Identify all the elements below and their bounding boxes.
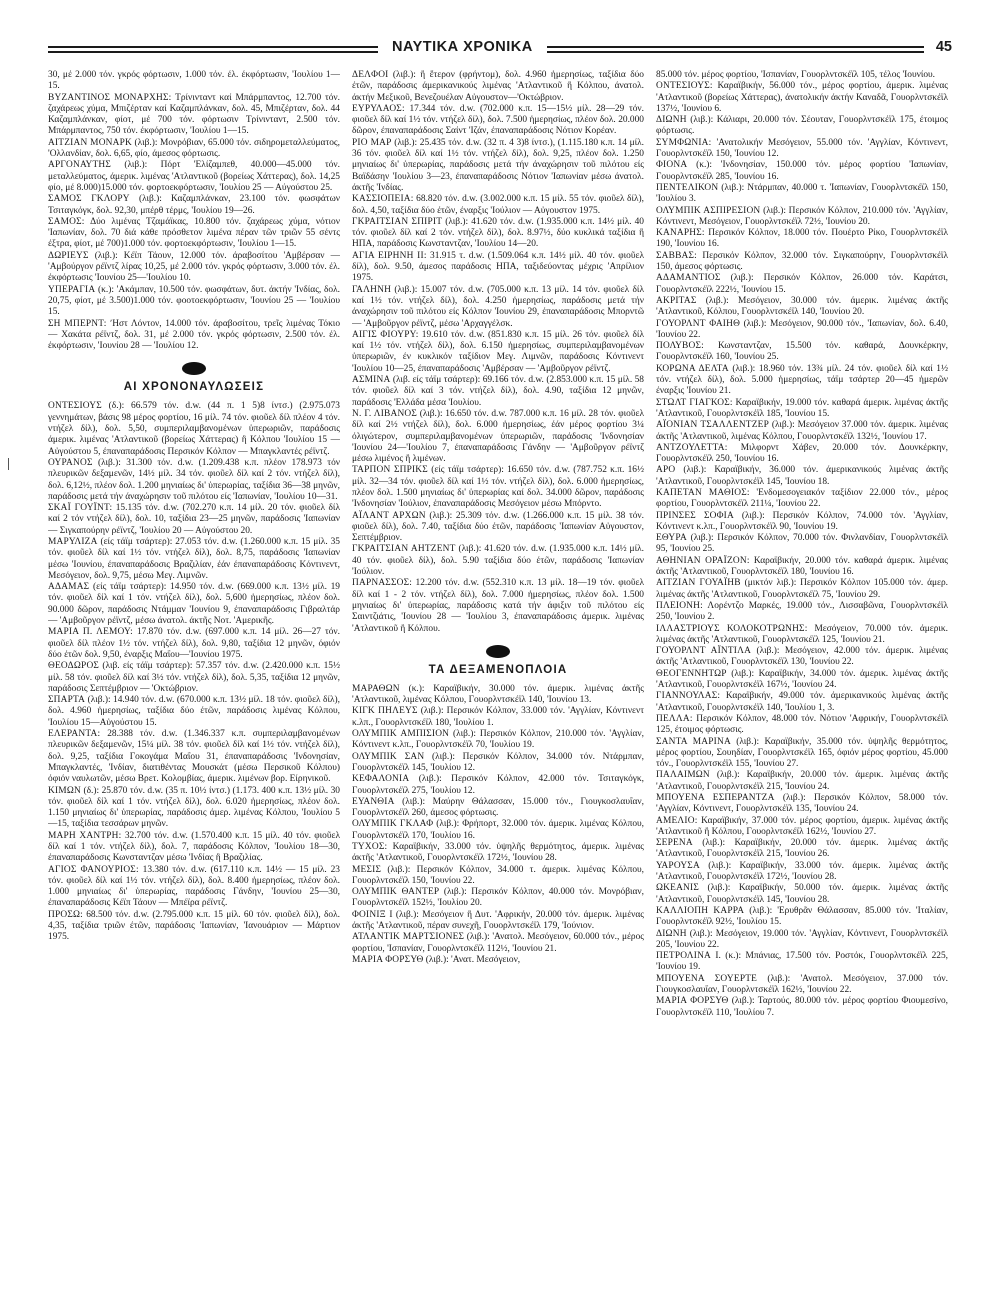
vessel-name: ΔΙΩΝΗ (656, 928, 687, 939)
entry-text: Καραϊβικήν, 20.000 τόν. καθαρά άμερικ. λιμένας άκτῆς 'Ατλαντικοῦ, Γουορλντσκέϊλ 180, 'Ιουνίου 16. (656, 555, 948, 578)
entry-text: (λιβ.): Περσικόν Κόλπον, 34.000 τόν. Ντάρμπαν, Γουορλντσκέϊλ 145, 'Ιουλίου 12. (352, 751, 644, 773)
vessel-name: ΟΛΥΜΠΙΚ ΑΣΠΙΡΕΣΙΟΝ (656, 205, 761, 216)
charter-entry (656, 861, 948, 884)
vessel-name: ΒΥΖΑΝΤΙΝΟΣ ΜΟΝΑΡΧΗΣ: (48, 92, 172, 103)
vessel-name: ΟΛΥΜΠΙΚ ΑΜΠΙΣΙΟΝ (352, 729, 450, 740)
entry-text: (λιβ.): 18.960 τόν. 13¾ μίλ. 24 τόν. φιοῦελ δίλ καί 1½ τόν. ντήζελ δίλ), δολ. 5.000 ἡμερησίως, τάϊμ τσάρτερ 20—45 ἡμερῶν έναρξις 'Ιουνίου 21. (656, 363, 948, 397)
vessel-name: ΣΑΜΟΣ: (48, 216, 85, 227)
vessel-name: ΔΕΛΦΟΙ (352, 70, 389, 80)
charter-entry (656, 669, 948, 692)
vessel-name: ΔΩΡΙΕΥΣ (48, 250, 89, 261)
entry-text: Λορέντζο Μαρκές, 19.000 τόν., Λισσαβῶνα, Γουορλντσκέϊλ 250, 'Ιουνίου 2. (656, 600, 948, 623)
charter-entry (656, 883, 948, 906)
charter-entry (352, 70, 644, 104)
charter-entry (48, 627, 340, 661)
charter-entry (656, 974, 948, 997)
entry-text: Καραϊβικήν, 56.000 τόν., μέρος φορτίου, άμερικ. λιμένας 'Ατλαντικοῦ (βορείως Χάττερας), άνατολικήν άκτήν Καναδᾶ, Γουορλντσκέϊλ 137½, 'Ιουνίου 6. (656, 81, 948, 114)
entry-text: (λιβ.): Περσικόν Κόλπον, 74.000 τόν. 'Αγγλίαν, Κόντινεντ κ.λπ., Γουορλντσκέϊλ 90, 'Ιουνίου 19. (656, 510, 948, 532)
vessel-name: ΑΔΑΜΑΝΤΙΟΣ (656, 273, 721, 284)
charter-entry (352, 330, 644, 375)
entry-text: (λιβ.): 'Ερυθρᾶν Θάλασσαν, 85.000 τόν. 'Ιταλίαν, Γουορλντσκέϊλ 92½, 'Ιουλίου 15. (656, 905, 948, 928)
entry-text: Καραϊβικήν, 37.000 τόν. μέρος φορτίου, άμερικ. λιμένας άκτῆς 'Ατλαντικοῦ ἢ Κόλπου, Γουορλντσκέϊλ 162½, 'Ιουνίου 27. (656, 815, 948, 837)
vessel-name: ΓΟΥΟΡΛΝΤ ΑΪΝΤΙΛΑ (656, 646, 752, 657)
vessel-name: ΜΠΟΥΕΝΑ ΕΣΠΕΡΑΝΤΖΑ (656, 793, 775, 803)
entry-text: 32.700 τόν. d.w. (1.570.400 κ.π. 15 μίλ. 40 τόν. φιοῦελ δίλ καί 1 τόν. ντήζελ δίλ), δολ. 7, παράδοσις Κόλπον, 'Ιουλίου 18—30, έπαναπαράδοσις Κωνσταντζαν μέσω 'Ινδίας ἢ Βραζιλίας. (48, 830, 340, 864)
charter-entry (656, 770, 948, 793)
vessel-name: ΜΕΣΙΣ (352, 864, 382, 875)
charter-entry (656, 296, 948, 319)
entry-text: Κωνσταντζαν, 15.500 τόν. καθαρά, Δουνκέρκην, Γουορλντσκέϊλ 160, 'Ιουνίου 25. (656, 341, 948, 363)
charter-entry (48, 160, 340, 194)
charter-entry (48, 695, 340, 729)
charter-entry (48, 503, 340, 537)
vessel-name: ΜΑΡΑΘΩΝ (352, 683, 400, 694)
vessel-name: ΙΛΛΑΣΤΡΙΟΥΣ ΚΟΛΟΚΟΤΡΩΝΗΣ: (656, 623, 808, 634)
charter-entry (656, 273, 948, 296)
vessel-name: ΑΔΑΜΑΣ (48, 582, 90, 593)
charter-entry (656, 646, 948, 669)
charter-entry (48, 458, 340, 503)
margin-mark (8, 458, 9, 470)
charter-entry (656, 793, 948, 816)
section-heading (48, 362, 340, 393)
entry-text: (λιβ.): Πόρτ 'Ελίζαμπεθ, 40.000—45.000 τόν. μεταλλεύματος, άμερικ. λιμένας 'Ατλαντικοῦ (βορείως Χάττερας), δολ. 14,25 φίο, μέ 8.000)15.000 τόν. φορτοεκφόρτωσιν, 'Ιουλίου 25 — Αύγούστου 25. (48, 160, 340, 193)
vessel-name: ΣΠΑΡΤΑ (48, 695, 86, 706)
charter-entry (352, 706, 644, 729)
entry-text: (λιβ.): Περσικόν Κόλπον, 210.000 τόν. 'Αγγλίαν, Κόντινεντ κ.λπ., Γουορλντσκέϊλ 70, 'Ιουλίου 19. (352, 729, 644, 751)
text-column-1 (48, 70, 340, 1275)
vessel-name: ΤΑΡΠΟΝ ΣΠΡΙΚΣ (352, 465, 428, 476)
charter-entry (656, 443, 948, 466)
vessel-name: ΣΥΜΦΩΝΙΑ: (656, 137, 712, 148)
entry-text: (δ.): 25.870 τόν. d.w. (35 π. 10½ ίντσ.) (1.173. 400 κ.π. 13½ μίλ. 30 τόν. φιοῦελ δίλ καί 1 τόν. ντήζελ δίλ), δολ. 6.020 ἡμερησίως, πλέον δολ. 1.150 μηνιαίως δι' ὑπερωρίας, παράδοσις άμερ. λιμένας Κόλπου, 'Ιουλίου 5—15, ταξίδια τεσσάρων μηνῶν. (48, 785, 340, 830)
charter-entry (656, 206, 948, 229)
text-column-2 (352, 70, 644, 1275)
vessel-name: ΑΘΗΝΙΑΝ ΟΡΑΪΖΟΝ: (656, 555, 750, 566)
charter-entry (48, 194, 340, 217)
entry-text: Τρίνινταντ καί Μπάρμπαντος, 12.700 τόν. ζαχάρεως χύμα, Μπιζέρταν καί Καζαμπλάνκαν, δολ. 45, Μπιζέρταν, δολ. 44 Καζαμπλάνκαν, φίοτ, μέ 700 τόν. φόρτωσιν Τρίνινταντ, 2.500 τόν. Μπάρμπαντος, 750 τόν. έκφόρτωσιν, 'Ιουλίου 1—15. (48, 92, 340, 137)
vessel-name: ΓΚΡΑΙΤΣΙΑΝ ΣΠΙΡΙΤ (352, 216, 443, 227)
entry-text: (λιβ.): Μεσόγειον, 90.000 τόν., 'Ιαπωνίαν, δολ. 6.40, 'Ιουνίου 22. (656, 318, 948, 340)
vessel-name: ΑΜΕΛΙΟ: (656, 815, 698, 826)
charter-entry (48, 910, 340, 944)
charter-entry (656, 364, 948, 398)
entry-text: (λιβ.): 14.940 τόν. d.w. (670.000 κ.π. 13½ μίλ. 18 τόν. φιοῦελ δίλ), δολ. 4.960 ἡμερησίως, ταξίδια δύο έτῶν, παράδοσις λιμένας Κόλπου, 'Ιουλίου 15—Αὐγούστου 15. (48, 695, 340, 728)
vessel-name: ΟΛΥΜΠΙΚ ΓΚΛΑΦ (352, 819, 434, 830)
charter-entry (48, 729, 340, 785)
vessel-name: ΚΟΡΩΝΑ ΔΕΛΤΑ (656, 363, 729, 374)
charter-entry (352, 887, 644, 910)
entry-text: (λιβ.): Καζαμπλάνκαν, 23.100 τόν. φωσφάτων Τσιταγκόγκ, δολ. 92,30, μπέρθ τέρμς, 'Ιουλίου 19—26. (48, 194, 340, 216)
vessel-name: ΜΑΡΗ ΧΑΝΤΡΗ: (48, 830, 122, 841)
charter-entry (352, 194, 644, 217)
vessel-name: ΑΤΛΑΝΤΙΚ ΜΑΡΤΣΙΟΝΕΣ (352, 932, 465, 943)
entry-text: 17.870 τόν. d.w. (697.000 κ.π. 14 μίλ. 26—27 τόν. φιοῦελ δίλ πλέον 1½ τόν. ντήζελ δίλ), δολ. 9,80, ταξίδια 12 μηνῶν, όφιόν δύο έτῶν δολ. 9,50, έναρξις Μαΐου—'Ιουνίου 1975. (48, 627, 340, 660)
charter-entry (656, 601, 948, 624)
vessel-name: ΚΑΣΣΙΟΠΕΙΑ: (352, 194, 414, 205)
vessel-name: ΠΟΛΥΒΟΣ: (656, 341, 704, 352)
vessel-name: ΓΙΑΝΝΟΥΛΑΣ: (656, 691, 721, 702)
vessel-name: ΑΡΓΟΝΑΥΤΗΣ (48, 160, 112, 171)
entry-text: (λιβ.): Περσικόν Κόλπον, 40.000 τόν. Μονρόβιαν, Γουορλντσκέϊλ 152½, 'Ιουλίου 20. (352, 887, 644, 909)
section-bullet-icon (182, 362, 206, 375)
entry-text: (λιβ. είς τάϊμ τσάρτερ): 57.357 τόν. d.w. (2.420.000 κ.π. 15½ μίλ. 58 τόν. φιοῦελ δίλ καί 3½ τόν. ντήζελ δίλ), δολ. 5,35, ταξίδια 12 μηνῶν, παράδοσις Σεπτέμβριον — 'Οκτώβριον. (48, 661, 340, 694)
vessel-name: ΑΪΛΑΝΤ ΑΡΧΩΝ (352, 510, 426, 521)
charter-entry (656, 319, 948, 342)
charter-entry (656, 115, 948, 138)
entry-text: (λιβ.): 'Ανατολ. Μεσόγειον, 60.000 τόν., μέρος φορτίου, 'Ισπανίαν, Γουορλντσκέϊλ 112½, 'Ιουνίου 21. (352, 932, 644, 954)
section-title: ΤΑ ΔΕΞΑΜΕΝΟΠΛΟΙΑ (428, 663, 568, 676)
section-title: ΑΙ ΧΡΟΝΟΝΑΥΛΩΣΕΙΣ (123, 381, 265, 394)
vessel-name: ΑΙΓΙΣ ΦΙΟΥΡΥ: (352, 329, 419, 340)
entry-text: Καραϊβικήν, 49.000 τόν. άμερικανικούς λιμένας άκτῆς 'Ατλαντικοῦ, Γουορλντσκέϊλ 140, 'Ιουλίου 1, 3. (656, 691, 948, 713)
entry-text: (μικτόν λιβ.): Περσικόν Κόλπον 105.000 τόν. άμερ. λιμένας άκτῆς 'Ατλαντικοῦ, Γουορλντσκέϊλ 75, 'Ιουνίου 29. (656, 578, 948, 600)
charter-entry (656, 81, 948, 115)
vessel-name: ΘΕΟΓΕΝΝΗΤΩΡ (656, 668, 727, 679)
charter-entry (656, 816, 948, 839)
entry-text: 28.388 τόν. d.w. (1.346.337 κ.π. συμπεριλαμβανομένων πλευρικῶν δεξαμενῶν, 15¼ μίλ. 38 τόν. φιοῦελ δίλ καί 1½ τόν. ντήζελ δίλ), δολ. 9,25, ταξίδια Γοκογάμα Μαΐου 31, έπαναπαράδοσις 'Ινδονησίαν, Μπαγκλαντές, 'Ινδίαν, διατιθέντας Μουσκάτ (μέσω Περσικοῦ Κόλπου) όφιόν ναυλωτῶν, μέσω Βρετ. Κολομβίας, άμερικ. λιμένων βορ. Είρηνικοῦ. (48, 729, 340, 785)
entry-text: (λιβ.): 16.650 τόν. d.w. 787.000 κ.π. 16 μίλ. 28 τόν. φιοῦελ δίλ καί 2½ ντήζελ δίλ), δολ. 6.000 ἡμερησίως, έάν μέρος φορτίου 3¼ όλιγώτερον, συμπεριλαμβανομένων ὑπερωριῶν, παράδοσις 'Ινδονησίαν 'Ιουνίου 24—'Ιουλίου 7, έπαναπαράδοσις Γάνδην — 'Αμβοῦργον ρέϊντζ μέσω λιμένος ἢ λιμένων. (352, 408, 644, 465)
text-column-3 (656, 70, 948, 1275)
entry-text: 31.915 τ. d.w. (1.509.064 κ.π. 14½ μίλ. 40 τόν. φιοῦελ δίλ), δολ. 9.50, άμεσος παράδοσις ΗΠΑ, ταξιδεύοντας μέχρις 'Απρίλιον 1975. (352, 250, 644, 284)
charter-entry (48, 251, 340, 285)
charter-entry (352, 251, 644, 285)
vessel-name: ΟΛΥΜΠΙΚ ΣΑΝ (352, 751, 425, 762)
vessel-name: ΣΕΡΕΝΑ (656, 838, 693, 849)
vessel-name: ΓΑΛΗΝΗ (352, 284, 392, 295)
entry-text: (κ.): Καραϊβικήν, 30.000 τόν. άμερικ. λιμένας άκτῆς 'Ατλαντικοῦ, λιμένας Κόλπου, Γουορλντσκέϊλ 140, 'Ιουνίου 13. (352, 683, 644, 706)
charter-entry (352, 511, 644, 545)
section-heading (352, 645, 644, 676)
vessel-name: ΑΝΤΖΟΥΛΕΤΤΑ: (656, 442, 728, 453)
entry-text: Μεσόγειον, 70.000 τόν. άμερικ. λιμένας άκτῆς 'Ατλαντικοῦ, Γουορλντσκέϊλ 125, 'Ιουνίου 21. (656, 623, 948, 645)
charter-entry (656, 465, 948, 488)
vessel-name: ΣΑΒΒΑΣ: (656, 250, 697, 261)
charter-entry (656, 341, 948, 364)
charter-entry (656, 578, 948, 601)
entry-text: (λιβ.): 31.300 τόν. d.w. (1.209.438 κ.π. πλέον 178.973 τόν πλευρικῶν δεξαμενῶν, 14½ μίλ. 34 τόν. φιοῦελ δίλ καί 2 τόν. ντήζελ δίλ), δολ. 6,12½, πλέον δολ. 1.200 μηνιαίως δι' ὑπερωρίας, ταξίδια 36—38 μηνῶν, παράδοσις μετά τήν άναχώρησιν τοῦ πιλότου είς 'Ιαπωνίαν, 'Ιουλίου 10—31. (48, 457, 340, 502)
entry-text: Δύο λιμένας Τζαμάϊκας, 10.800 τόν. ζαχάρεως χύμα, νότιον 'Ιαπωνίαν, δολ. 70 διά κάθε πρόσθετον λιμένα πέραν τῶν τριῶν 55 σέντς έξτρα, φίοτ, μέ 700)1.000 τόν. φορτοεκφόρτωσιν, 'Ιουλίου 1—15. (48, 216, 340, 250)
vessel-name: ΜΑΡΙΑ ΦΟΡΣΥΘ (656, 996, 729, 1007)
entry-text: (λιβ.): Κάλιαρι, 20.000 τόν. Σέουταν, Γουορλντσκέϊλ 175, έτοιμος φόρτωσις. (656, 115, 948, 137)
entry-text: Ι. (κ.): Μπάνιας, 17.500 τόν. Ροστόκ, Γουορλντσκέϊλ 225, 'Ιουνίου 19. (656, 951, 948, 973)
charter-entry (352, 865, 644, 888)
vessel-name: ΜΑΡΙΑ Π. ΛΕΜΟΥ: (48, 627, 133, 638)
entry-text: (είς τάϊμ τσάρτερ): 27.053 τόν. d.w. (1.260.000 κ.π. 15 μίλ. 35 τόν. φιοῦελ δίλ καί 1½ τόν. ντήζελ δίλ), δολ. 8,75, παράδοσις 'Ιαπωνίαν μέσω 'Ιουνίου, έπαναπαράδοσις Βραζιλίαν, έάν έπαναπαράδοσις Κόντινεντ, Μεσόγειον, δολ. 9,75, μέσω Μεγ. Λιμνῶν. (48, 536, 340, 581)
page-header (48, 40, 952, 66)
charter-entry (352, 819, 644, 842)
vessel-name: ΥΑΡΟΥΣΑ (656, 860, 700, 871)
vessel-name: ΕΥΑΝΘΙΑ (352, 796, 395, 807)
vessel-name: ΡΙΟ ΜΑΡ (352, 137, 392, 148)
charter-entry (656, 251, 948, 274)
charter-entry (656, 533, 948, 556)
charter-entry (48, 831, 340, 865)
entry-text: (λιβ.): Καραϊβικήν, 20.000 τόν. άμερικ. λιμένας άκτῆς 'Ατλαντικοῦ, Γουορλντσκέϊλ 215, 'Ιουνίου 24. (656, 770, 948, 792)
charter-entry (48, 138, 340, 161)
charter-entry (656, 556, 948, 579)
entry-text: (δ.): 66.579 τόν. d.w. (44 π. 1 5)8 ίντσ.) (2.975.073 γεννημάτων, βάσις 98 μέρος φορτίου, 16 μίλ. 74 τόν. φιοῦελ δίλ πλέον 4 τόν. ντήζελ δίλ), δολ. 5,50, συμπεριλαμβανομένων ὑπερωριῶν, παράδοσις άμερικ. λιμένας 'Ατλαντικοῦ (βορείως Χάττερας) ἢ Κόλπου 'Ιουλίου 15 — Αὐγούστου 5, έπαναπαράδοσις Περσικόν Κόλπον — Μπαγκλαντές ρέϊντζ. (48, 401, 340, 457)
entry-text: (λιβ.): 15.007 τόν. d.w. (705.000 κ.π. 13 μίλ. 14 τόν. φιοῦελ δίλ καί 1½ τόν. ντήζελ δίλ), δολ. 4.250 ἡμερησίως, παράδοσις μετά τήν άναχώρησιν τοῦ πιλότου είς Κόλπον 'Ιουνίου 29, έπαναπαράδοσις Μπορντῶ — 'Αμβοῦργον ρέϊντζ, μέσω 'Αρχαγγέλσκ. (352, 284, 644, 329)
entry-text: (είς τάϊμ τσάρτερ): 14.950 τόν. d.w. (669.000 κ.π. 13½ μίλ. 19 τόν. φιοῦελ δίλ καί 1 τόν. ντήζελ δίλ), δολ. 5,600 ἡμερησίως, πλέον δολ. 90.000 δῶρον, παράδοσις Ντάμμαν 'Ιουνίου 9, έπαναπαράδοσις Γιβραλτάρ — 'Αμβοῦργον ρέϊντζ, μέσω άνατολ. άκτῆς Νοτ. 'Αμερικῆς. (48, 582, 340, 627)
entry-text: (λιβ.): Περσικόν Κόλπον, 42.000 τόν. Τσιταγκόγκ, Γουορλντσκέϊλ 275, 'Ιουλίου 12. (352, 774, 644, 796)
entry-text: 17.344 τόν. d.w. (702.000 κ.π. 15—15½ μίλ. 28—29 τόν. φιοῦελ δίλ καί 1½ τόν. ντήζελ δίλ), δολ. 7.500 ἡμερησίως, πλέον δολ. 20.000 δῶρον, έπαναπαράδοσις Σαίντ 'Ιζάν, έπαναπαράδοσις Νότιον Κορέαν. (352, 103, 644, 137)
charter-entry (48, 661, 340, 695)
charter-entry (352, 217, 644, 251)
vessel-name: ΜΑΡΙΑ ΦΟΡΣΥΘ (352, 954, 424, 965)
entry-text: 12.200 τόν. d.w. (552.310 κ.π. 13 μίλ. 18—19 τόν. φιοῦελ δίλ καί 1 - 2 τόν. ντήζελ δίλ), δολ. 7.000 ἡμερησίως, πλέον δολ. 1.500 μηνιαίως δι' ὑπερωρίας, παράδοσις κατά τήν άφιξιν τοῦ πιλότου είς Σαιντζιάτις, 'Ιουνίου 28 — 'Ιουλίου 3, έπαναπαράδοσις άμερικ. λιμένας 'Ατλαντικοῦ ἢ Κόλπου. (352, 578, 644, 634)
entry-text: (λιβ. είς τάϊμ τσάρτερ): 69.166 τόν. d.w. (2.853.000 κ.π. 15 μίλ. 58 τόν. φιοῦελ δίλ καί 3 τόν. ντήζελ δίλ), δολ. 4.90, ταξίδια 12 μηνῶν, παράδοσις 'Ελλάδα μέσα 'Ιουλίου. (352, 375, 644, 408)
vessel-name: ΣΑΝΤΑ ΜΑΡΙΝΑ (656, 736, 731, 747)
vessel-name: ΚΑΝΑΡΗΣ: (656, 228, 705, 239)
vessel-name: ΠΑΡΝΑΣΣΟΣ: (352, 578, 413, 589)
entry-text: (λιβ.): Μεσόγειον, 42.000 τόν. άμερικ. λιμένας άκτῆς 'Ατλαντικοῦ, Γουορλντσκέϊλ 130, 'Ιουνίου 22. (656, 646, 948, 668)
entry-text: (λιβ.): Περσικόν Κόλπον, 34.000 τ. άμερικ. λιμένας Κόλπου, Γουορλντσκέϊλ 150, 'Ιουνίου 22. (352, 864, 644, 886)
vessel-name: ΑΡΟ (656, 465, 676, 476)
entry-text: (λιβ.): Ντάρμπαν, 40.000 τ. 'Ιαπωνίαν, Γουορλντσκέϊλ 150, 'Ιουλίου 3. (656, 182, 948, 205)
charter-entry (352, 285, 644, 330)
vessel-name: ΩΚΕΑΝΙΣ (656, 883, 699, 894)
vessel-name: ΣΑΜΟΣ ΓΚΛΟΡΥ (48, 194, 130, 205)
vessel-name: ΑΙΤΖΙΑΝ ΓΟΥΑΪΗΒ (656, 578, 741, 589)
vessel-name: ΥΠΕΡΑΓΙΑ (48, 284, 96, 295)
entry-text: (λιβ.): Περσικόν Κόλπον, 210.000 τόν. 'Αγγλίαν, Κόντινεντ, Μεσόγειον, Γουορλντσκέϊλ 72½, 'Ιουνίου 20. (656, 205, 948, 227)
vessel-name: ΘΕΟΔΩΡΟΣ (48, 661, 100, 672)
page-number: 45 (924, 39, 952, 55)
charter-entry (656, 138, 948, 161)
running-title: ΝΑΥΤΙΚΑ ΧΡΟΝΙΚΑ (378, 39, 547, 55)
charter-entry (48, 401, 340, 457)
entry-text: 15.135 τόν. d.w. (702.270 κ.π. 14 μίλ. 20 τόν. φιοῦελ δίλ καί 2 τόν ντήζελ δίλ), δολ. 10, ταξίδια 23—25 μηνῶν, παράδοσις 'Ιαπωνίαν — Σιγκαπούρην ρέϊντζ, 'Ιουλίου 20 — Αὐγούστου 20. (48, 503, 340, 536)
section-bullet-icon (486, 645, 510, 658)
entry-text: (λιβ.): Μονρόβιαν, 65.000 τόν. σιδηρομεταλλεύματος, 'Ολλανδίαν, δολ. 6,65, φίο, άμεσος φόρτωσις. (48, 137, 340, 160)
entry-text: 19.610 τόν. d.w. (851.830 κ.π. 15 μίλ. 26 τόν. φιοῦελ δίλ καί 1½ τόν. ντήζελ δίλ), δολ. 6.150 ἡμερησίως, συμπεριλαμβανομένων ὑπερωριῶν, έν κυκλικόν ταξίδιον Μεγ. Λιμνῶν, παράδοσις Κόντινεντ 'Ιουλίου 10—25, έπαναπαράδοσις 'Αμβέρσαν — 'Αμβοῦργον ρέϊντζ. (352, 329, 644, 374)
vessel-name: ΑΙΤΖΙΑΝ ΜΟΝΑΡΚ (48, 137, 132, 148)
vessel-name: ΚΕΦΑΛΟΝΙΑ (352, 774, 410, 785)
entry-text: Ι (λιβ.): Μεσόγειον ἢ Δυτ. 'Αφρικήν, 20.000 τόν. άμερικ. λιμένας άκτῆς 'Ατλαντικοῦ, πέραν συνεχῆ, Γουορλντσκέϊλ 179, 'Ιούνιον. (352, 909, 644, 932)
entry-text: 85.000 τόν. μέρος φορτίου, 'Ισπανίαν, Γουορλντσκέϊλ 105, τέλος 'Ιουνίου. (656, 70, 936, 80)
charter-entry (656, 838, 948, 861)
entry-text: (λιβ.): Μεσόγειον, 30.000 τόν. άμερικ. λιμένας άκτῆς 'Ατλαντικοῦ, Κόλπου, Γουορλντσκέϊλ 140, 'Ιουνίου 20. (656, 295, 948, 318)
vessel-name: ΕΥΡΥΛΑΟΣ: (352, 103, 405, 114)
entry-text: (λιβ.): 25.309 τόν. d.w. (1.266.000 κ.π. 15 μίλ. 38 τόν. φιοῦελ δίλ), δολ. 7.40, ταξίδια δύο έτῶν, παράδοσις 'Ιαπωνίαν Αὐγουστον, Σεπτέμβριον. (352, 510, 644, 544)
charter-entry (352, 544, 644, 578)
vessel-name: ΠΕΝΤΕΛΙΚΟΝ (656, 182, 719, 193)
charter-entry (352, 774, 644, 797)
vessel-name: ΣΤΩΛΤ ΓΙΑΓΚΟΣ: (656, 397, 733, 408)
vessel-name: ΜΑΡΥΛΙΖΑ (48, 536, 98, 547)
entry-text: (λιβ.): Περσικόν Κόλπον, 26.000 τόν. Καράτσι, Γουορλντσκέϊλ 222½, 'Ιουνίου 15. (656, 273, 948, 295)
entry-text: 'Ενδομεσογειακόν ταξίδιον 22.000 τόν., μέρος φορτίου, Γουορλντσκέϊλ 211¼, 'Ιουνίου 22. (656, 487, 948, 510)
vessel-name: ΠΑΛΑΙΜΩΝ (656, 770, 710, 781)
charter-entry (352, 375, 644, 409)
charter-entry (656, 488, 948, 511)
vessel-name: ΤΥΧΟΣ: (352, 842, 388, 852)
entry-text: Καραϊβικήν, 19.000 τόν. καθαρά άμερικ. λιμένας άκτῆς 'Ατλαντικοῦ, Γουορλντσκέϊλ 185, 'Ιουνίου 15. (656, 397, 948, 419)
vessel-name: ΠΕΤΡΟΛΙΝΑ (656, 951, 712, 962)
charter-entry (352, 729, 644, 752)
vessel-name: ΦΟΙΝΙΞ (352, 909, 386, 920)
entry-text: (λιβ.): Ταρτούς, 80.000 τόν. μέρος φορτίου Φιουμεσίνο, Γουορλντσκέϊλ 110, 'Ιουλίου 7. (656, 996, 948, 1018)
charter-entry (656, 929, 948, 952)
charter-entry (48, 93, 340, 138)
charter-entry (656, 511, 948, 534)
charter-entry (656, 183, 948, 206)
charter-entry (656, 951, 948, 974)
vessel-name: ΚΙΓΚ ΠΗΛΕΥΣ (352, 706, 418, 717)
charter-entry (352, 752, 644, 775)
charter-entry (48, 285, 340, 319)
charter-entry (48, 537, 340, 582)
entry-text: (λιβ.): Κέϊπ Τάουν, 12.000 τόν. άραβοσίτου 'Αμβέρσαν — 'Αμβούργον ρέϊντζ λίρας 10,25, μέ 2.000 τόν. γκρός φόρτωσιν, 3.000 τόν. έλ. έκφόρτωσις 'Ιουνίου 25—'Ιουλίου 10. (48, 250, 340, 284)
charter-entry (656, 420, 948, 443)
vessel-name: ΑΓΙΑ ΕΙΡΗΝΗ ΙΙ: (352, 250, 427, 261)
charter-entry (48, 217, 340, 251)
vessel-name: ΚΙΜΩΝ (48, 785, 81, 796)
entry-text: 13.380 τόν. d.w. (617.110 κ.π. 14½ — 15 μίλ. 23 τόν. φιοῦελ δίλ καί 1½ τόν. ντήζελ δίλ), δολ. 8.400 ἡμερησίως, πλέον δολ. 1.000 μηνιαίως δι' ὑπερωρίας, παράδοσις Γάνδην, 'Ιουνίου 25—30, έπαναπαράδοσις Κέϊπ Τάουν — Μπέϊρα ρέϊντζ. (48, 864, 340, 909)
entry-text: (λιβ.): Περσικόν Κόλπον, 33.000 τόν. 'Αγγλίαν, Κόντινεντ κ.λπ., Γουορλντσκέϊλ 180, 'Ιουλίου 1. (352, 706, 644, 728)
charter-entry (352, 409, 644, 465)
charter-entry (352, 797, 644, 820)
entry-text: (λιβ.): Μαύρην Θάλασσαν, 15.000 τόν., Γιουγκοσλαυΐαν, Γουορλντσκέϊλ 260, άμεσος φόρτωσις. (352, 796, 644, 819)
entry-text: (κ.): 'Ινδονησίαν, 150.000 τόν. μέρος φορτίου 'Ιαπωνίαν, Γουορλντσκέϊλ 285, 'Ιουνίου 16. (656, 160, 948, 182)
charter-entry (656, 160, 948, 183)
vessel-name: ΠΡΙΝΣΕΣ ΣΟΦΙΑ (656, 510, 734, 521)
charter-entry (656, 398, 948, 421)
entry-text: 68.820 τόν. d.w. (3.002.000 κ.π. 15 μίλ. 55 τόν. φιοῦελ δίλ), δολ. 4,50, ταξίδια δύο έτῶν, έναρξις 'Ιούλιον — Αὐγουστον 1975. (352, 194, 644, 216)
vessel-name: ΣΚΑΪ ΓΟΥΪΝΤ: (48, 503, 113, 514)
charter-entry (48, 319, 340, 353)
entry-text: (λιβ.): 'Ανατ. Μεσόγειον, (423, 954, 521, 965)
charter-entry (352, 910, 644, 933)
vessel-name: ΟΝΤΕΣΙΟΥΣ (48, 401, 102, 412)
vessel-name: ΚΑΛΛΙΟΠΗ ΚΑΡΡΑ (656, 905, 745, 916)
vessel-name: ΓΟΥΟΡΛΝΤ ΦΑΙΗΘ (656, 318, 741, 329)
vessel-name: ΑΪΟΝΙΑΝ ΤΣΑΛΛΕΝΤΖΕΡ (656, 420, 769, 431)
charter-entry (656, 70, 948, 81)
entry-text: (λιβ.): 'Ανατολ. Μεσόγειον, 37.000 τόν. Γιουγκοσλαυΐαν, Γουορλντσκέϊλ 162½, 'Ιουνίου 22. (656, 973, 948, 996)
charter-entry (352, 138, 644, 194)
vessel-name: ΠΕΛΛΑ: (656, 713, 693, 724)
vessel-name: ΠΡΟΣΩ: (48, 909, 83, 920)
entry-text: (λιβ.): Καραϊβικήν, 50.000 τόν. άμερικ. λιμένας άκτῆς 'Ατλαντικοῦ, Γουορλντσκέϊλ 145, 'Ιουνίου 28. (656, 883, 948, 905)
entry-text: (λιβ.): Καραϊβικήν, 36.000 τόν. άμερικανικούς λιμένας άκτῆς 'Ατλαντικοῦ, Γουορλντσκέϊλ 145, 'Ιουνίου 18. (656, 465, 948, 487)
entry-text: ʹΗστ Λόντον, 14.000 τόν. άραβοσίτου, τρεῖς λιμένας Τόκιο — Χακάτα ρέϊντζ, δολ. 31, μέ 2.000 τόν. γκρός φόρτωσιν, 2.500 τόν. έλ. έκφόρτωσιν, 'Ιουνίου 28 — 'Ιουλίου 12. (48, 318, 340, 352)
entry-text: (λιβ.): Καραϊβικήν, 35.000 τόν. ὑψηλῆς θερμότητος, μέρος φορτίου, Σουηδίαν, Γουορλντσκέϊλ 165, όφιόν μέρος φορτίου, 45.000 τόν., Γουορλντσκέϊλ 155, 'Ιουνίου 27. (656, 736, 948, 770)
entry-text: (λιβ.): 25.435 τόν. d.w. (32 π. 4 3)8 ίντσ.), (1.115.180 κ.π. 14 μίλ. 36 τόν. φιοῦελ δίλ καί 1½ τόν. ντήζελ δίλ), δολ. 9,25, πλέον δολ. 1.250 μηνιαίως δι' ὑπερωρίας, παράδοσις μετά τήν άναχώρησιν τοῦ πιλότου είς Βαϊδάσην 'Ιουλίου 3—23, έπαναπαράδοσις Νότιον 'Ιαπωνίαν μέσω άνατολ. άκτῆς 'Ινδίας. (352, 137, 644, 193)
vessel-name: ΣΗ ΜΠΕΡΝΤ: (48, 318, 107, 329)
vessel-name: ΚΑΠΕΤΑΝ ΜΑΘΙΟΣ: (656, 487, 750, 498)
charter-entry (352, 684, 644, 707)
charter-entry (352, 955, 644, 966)
entry-text: (λιβ.): ἢ ἕτερον (φρήντομ), δολ. 4.960 ἡμερησίως, ταξίδια δύο έτῶν, παράδοσις άμερικανικούς λιμένας 'Ατλαντικοῦ ἢ Κόλπου, άνατολ. άκτήν Μεξικοῦ, Βενεζουέλαν Αὐγουστον—'Οκτώβριον. (352, 70, 644, 103)
charter-entry (656, 228, 948, 251)
entry-text: Περσικόν Κόλπον, 18.000 τόν. Πουέρτο Ρίκο, Γουορλντσκέϊλ 190, 'Ιουνίου 16. (656, 228, 948, 250)
charter-entry (352, 104, 644, 138)
entry-text: Περσικόν Κόλπον, 32.000 τόν. Σιγκαπούρην, Γουορλντσκέϊλ 150, άμεσος φόρτωσις. (656, 250, 948, 273)
entry-text: (λιβ.): Καραϊβικήν, 33.000 τόν. άμερικ. λιμένας άκτῆς 'Ατλαντικοῦ, Γουορλντσκέϊλ 172½, 'Ιουνίου 28. (656, 860, 948, 883)
entry-text: 30, μέ 2.000 τόν. γκρός φόρτωσιν, 1.000 τόν. έλ. έκφόρτωσιν, 'Ιουλίου 1—15. (48, 70, 340, 92)
entry-text: (λιβ.): Μεσόγειον 37.000 τόν. άμερικ. λιμένας άκτῆς 'Ατλαντικοῦ, λιμένας Κόλπου, Γουορλντσκέϊλ 132½, 'Ιουνίου 17. (656, 420, 948, 442)
vessel-name: ΑΣΜΙΝΑ (352, 375, 391, 386)
entry-text: (λιβ.): Μεσόγειον, 19.000 τόν. 'Αγγλίαν, Κόντινεντ, Γουορλντσκέϊλ 205, 'Ιουνίου 22. (656, 928, 948, 950)
charter-entry (656, 996, 948, 1019)
charter-entry (352, 842, 644, 865)
vessel-name: ΜΠΟΥΕΝΑ ΣΟΥΕΡΤΕ (656, 973, 758, 984)
entry-text: (λιβ.): Καραϊβικήν, 20.000 τόν. άμερικ. λιμένας άκτῆς 'Ατλαντικοῦ, Γουορλντσκέϊλ 215, 'Ιουνίου 26. (656, 838, 948, 860)
charter-entry (656, 906, 948, 929)
charter-entry (656, 624, 948, 647)
charter-entry (48, 70, 340, 93)
entry-text: (λιβ.): Φρήπορτ, 32.000 τόν. άμερικ. λιμένας Κόλπου, Γουορλντσκέϊλ 170, 'Ιουλίου 16. (352, 819, 644, 841)
entry-text: Μιλφορντ Χάβεν, 20.000 τόν. Δουνκέρκην, Γουορλντσκέϊλ 250, 'Ιουνίου 16. (656, 442, 948, 465)
vessel-name: ΦΙΟΝΑ (656, 160, 688, 171)
entry-text: Καραϊβικήν, 33.000 τόν. ὑψηλῆς θερμότητος, άμερικ. λιμένας άκτῆς 'Ατλαντικοῦ, Γουορλντσκέϊλ 172½, 'Ιουνίου 28. (352, 842, 644, 864)
charter-entry (48, 786, 340, 831)
entry-text: (λιβ.): Περσικόν Κόλπον, 58.000 τόν. 'Αγγλίαν, Κόντινεντ, Γουορλντσκέϊλ 135, 'Ιουνίου 24. (656, 793, 948, 815)
charter-entry (48, 865, 340, 910)
vessel-name: ΓΚΡΑΙΤΣΙΑΝ ΑΗΤΖΕΝΤ (352, 544, 456, 555)
charter-entry (352, 578, 644, 634)
vessel-name: ΠΛΕΙΟΝΗ: (656, 600, 703, 611)
charter-entry (352, 465, 644, 510)
vessel-name: ΕΛΕΡΑΝΤΑ: (48, 729, 101, 740)
vessel-name: ΟΛΥΜΠΙΚ ΘΑΝΤΕΡ (352, 887, 440, 898)
charter-entry (656, 714, 948, 737)
entry-text: Περσικόν Κόλπον, 48.000 τόν. Νότιον 'Αφρικήν, Γουορλντσκέϊλ 125, έτοιμος φόρτωσις. (656, 713, 948, 736)
charter-entry (656, 691, 948, 714)
vessel-name: Ν. Γ. ΛΙΒΑΝΟΣ (352, 408, 418, 419)
entry-text: (λιβ.): Περσικόν Κόλπον, 70.000 τόν. Φινλανδίαν, Γουορλντσκέϊλ 95, 'Ιουνίου 25. (656, 533, 948, 555)
entry-text: (λιβ.): Καραϊβικήν, 34.000 τόν. άμερικ. λιμένας άκτῆς 'Ατλαντικοῦ, Γουορλντσκέϊλ 167½, 'Ιουνίου 24. (656, 668, 948, 691)
charter-entry (656, 737, 948, 771)
charter-entry (352, 932, 644, 955)
entry-text: (λιβ.): 41.620 τόν. d.w. (1.935.000 κ.π. 14½ μίλ. 40 τόν. φιοῦελ δίλ καί 2 τόν. ντήζελ δίλ), δολ. 8.97½, δύο κυκλικά ταξίδια ἢ ΗΠΑ, παράδοσις Κωνσταντζαν, 'Ιουλίου 14—20. (352, 216, 644, 250)
vessel-name: ΑΚΡΙΤΑΣ (656, 295, 697, 306)
vessel-name: ΔΙΩΝΗ (656, 115, 687, 126)
vessel-name: ΕΘΥΡΑ (656, 533, 687, 544)
entry-text: 68.500 τόν. d.w. (2.795.000 κ.π. 15 μίλ. 60 τόν. φιοῦελ δίλ), δολ. 4,35, ταξίδια τριῶν έτῶν, παράδοσις 'Ιαπωνίαν, 'Ιανουάριον — Μάρτιον 1975. (48, 909, 340, 943)
vessel-name: ΟΥΡΑΝΟΣ (48, 457, 93, 468)
entry-text: 'Ανατολικήν Μεσόγειον, 55.000 τόν. 'Αγγλίαν, Κόντινεντ, Γουορλντσκέϊλ 150, 'Ιουνίου 12. (656, 137, 948, 160)
entry-text: (είς τάϊμ τσάρτερ): 16.650 τόν. d.w. (787.752 κ.π. 16½ μίλ. 32—34 τόν. φιοῦελ δίλ καί 1½ τόν. ντήζελ δίλ), δολ. 6.000 ἡμερησίως, πλέον δολ. 1.500 μηνιαίως δι' ὑπερωρίας καί δολ. 34.000 δῶρον, παράδοσις 'Ινδονησίαν 'Ιούλιον, έπαναπαράδοσις Μεσόγειον μέσω Μπόρντο. (352, 465, 644, 510)
vessel-name: ΟΝΤΕΣΙΟΥΣ: (656, 81, 713, 92)
entry-text: (κ.): 'Ακάμπαν, 10.500 τόν. φωσφάτων, δυτ. άκτήν 'Ινδίας, δολ. 20,75, φίοτ, μέ 3.500)1.000 τόν. φοοτοεκφόρτωσιν, 'Ιουνίου 25 — 'Ιουλίου 15. (48, 284, 340, 318)
vessel-name: ΑΓΙΟΣ ΦΑΝΟΥΡΙΟΣ: (48, 864, 139, 875)
charter-entry (48, 582, 340, 627)
entry-text: (λιβ.): 41.620 τόν. d.w. (1.935.000 κ.π. 14½ μίλ. 40 τόν. φιοῦελ δίλ), δολ. 5.90 ταξίδια δύο έτῶν, παράδοσις 'Ιαπωνίαν 'Ιούλιον. (352, 544, 644, 578)
